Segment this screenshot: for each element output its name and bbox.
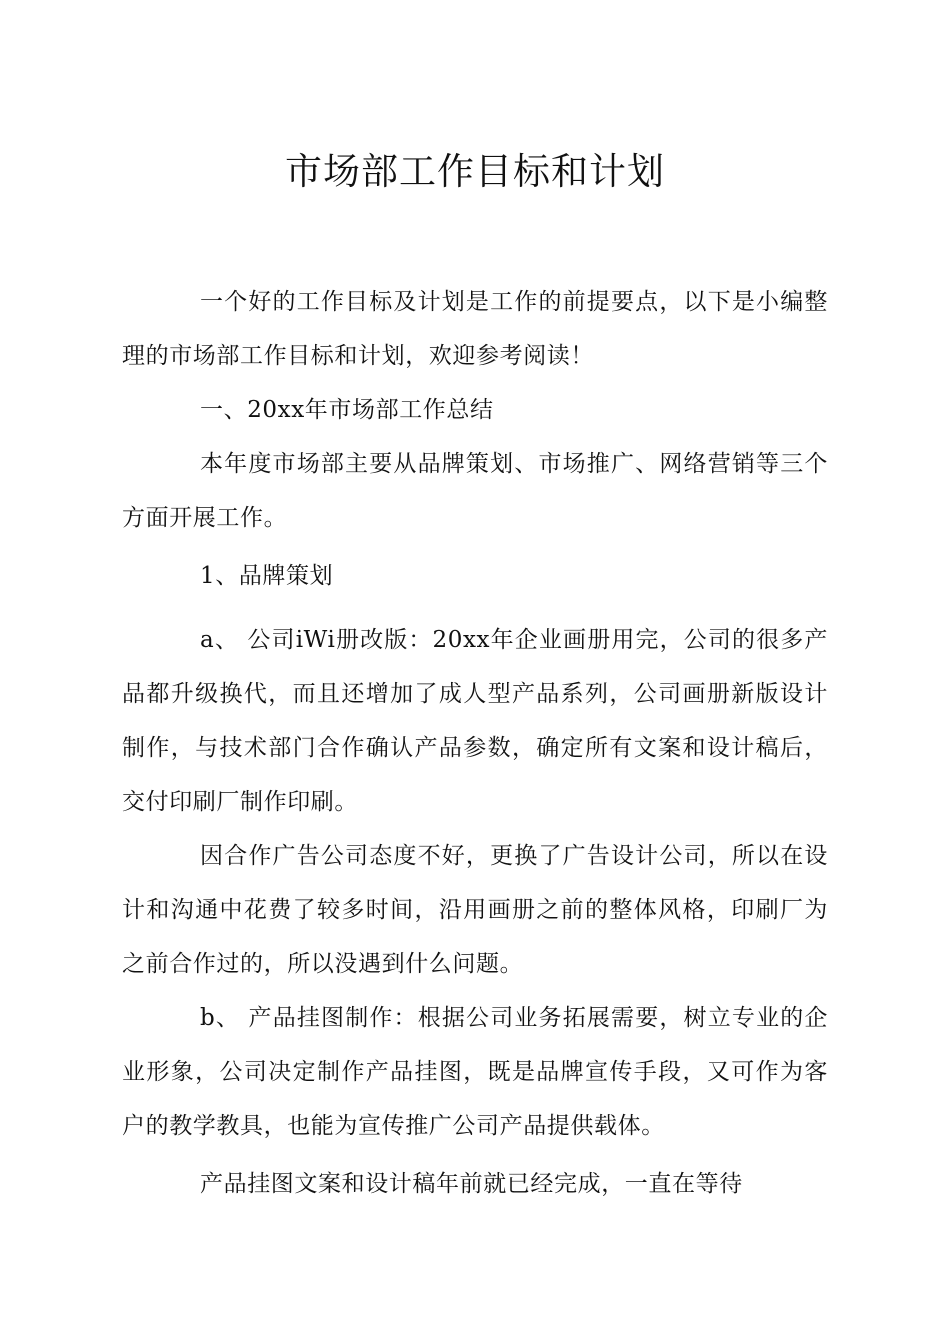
wall-chart-paragraph: b、 产品挂图制作：根据公司业务拓展需要，树立专业的企业形象，公司决定制作产品挂图，既是品牌宣传手段，又可作为客户的教学教具，也能为宣传推广公司产品提供载体。 — [122, 1005, 828, 1139]
section-heading-summary: 一、20xx年市场部工作总结 — [200, 397, 494, 423]
document-title: 市场部工作目标和计划 — [285, 150, 665, 193]
brochure-paragraph: a、 公司iWi册改版：20xx年企业画册用完，公司的很多产品都升级换代，而且还增加了成人型产品系列，公司画册新版设计制作，与技术部门合作确认产品参数，确定所有文案和设计稿后，交付印刷厂制作印刷。 — [122, 627, 828, 815]
agency-paragraph: 因合作广告公司态度不好，更换了广告设计公司，所以在设计和沟通中花费了较多时间，沿用画册之前的整体风格，印刷厂为之前合作过的，所以没遇到什么问题。 — [122, 843, 828, 977]
subheading-brand-planning: 1、品牌策划 — [200, 563, 334, 589]
overview-paragraph: 本年度市场部主要从品牌策划、市场推广、网络营销等三个方面开展工作。 — [122, 451, 828, 531]
wall-chart-status-paragraph: 产品挂图文案和设计稿年前就已经完成，一直在等待 — [200, 1171, 743, 1197]
intro-paragraph: 一个好的工作目标及计划是工作的前提要点，以下是小编整理的市场部工作目标和计划，欢迎参考阅读！ — [122, 289, 828, 369]
document-body — [122, 275, 828, 1211]
spacer — [122, 603, 828, 613]
